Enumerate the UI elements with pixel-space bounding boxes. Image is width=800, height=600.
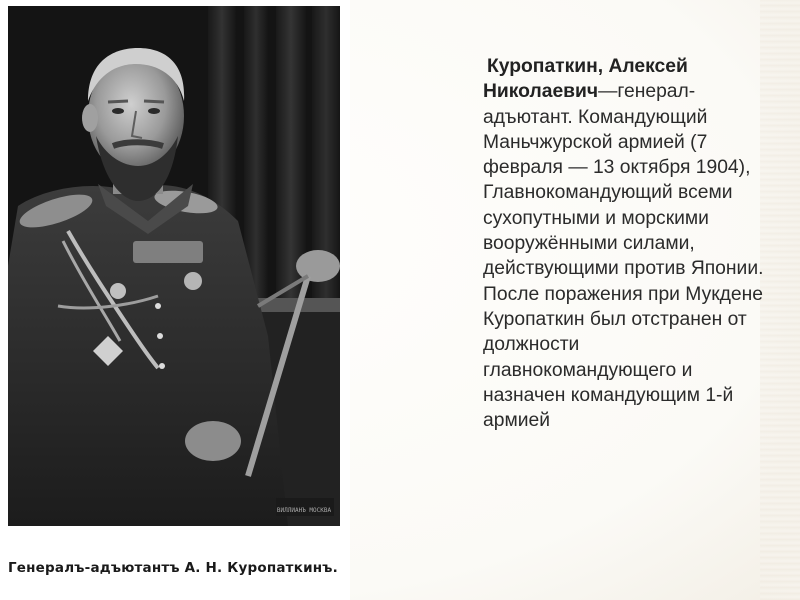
studio-mark: ВИЛЛИАНЪ МОСКВА [276,507,332,514]
portrait-card [0,0,350,600]
bio-description: —генерал-адъютант. Командующий Маньчжурской армией (7 февраля — 13 октября 1904), Главнокомандующий всеми сухопутными и морскими вооружёнными силами, действующими против Японии. После поражения при Мукдене Куропаткин был отстранен от должности главнокомандующего и назначен командующим 1-й армией [483,81,764,432]
portrait-caption: Генералъ-адъютантъ А. Н. Куропаткинъ. [8,560,338,576]
portrait-photo [8,6,340,526]
portrait-illustration [8,6,340,526]
person-name: Куропаткин, Алексей Николаевич [483,56,688,103]
biography-text [483,54,773,433]
